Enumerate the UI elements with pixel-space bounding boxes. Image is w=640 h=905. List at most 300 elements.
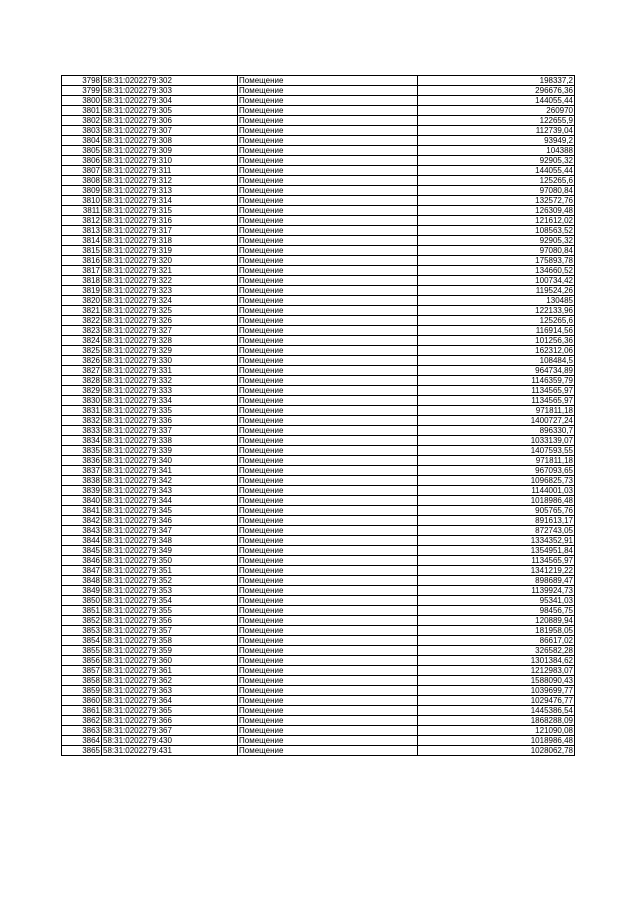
row-number: 3840	[62, 496, 102, 506]
row-number: 3804	[62, 136, 102, 146]
cadastral-value: 1033139,07	[418, 436, 575, 446]
cadastral-number: 58:31:0202279:306	[102, 116, 238, 126]
cadastral-number: 58:31:0202279:365	[102, 706, 238, 716]
cadastral-number: 58:31:0202279:326	[102, 316, 238, 326]
row-number: 3812	[62, 216, 102, 226]
object-type: Помещение	[238, 366, 418, 376]
cadastral-number: 58:31:0202279:360	[102, 656, 238, 666]
table-row	[62, 446, 575, 456]
cadastral-value: 1868288,09	[418, 716, 575, 726]
object-type: Помещение	[238, 536, 418, 546]
row-number: 3831	[62, 406, 102, 416]
object-type: Помещение	[238, 386, 418, 396]
cadastral-value: 1146359,79	[418, 376, 575, 386]
row-number: 3826	[62, 356, 102, 366]
cadastral-number: 58:31:0202279:305	[102, 106, 238, 116]
table-row	[62, 76, 575, 86]
table-row	[62, 286, 575, 296]
table-row	[62, 246, 575, 256]
cadastral-number: 58:31:0202279:363	[102, 686, 238, 696]
row-number: 3828	[62, 376, 102, 386]
cadastral-value: 132572,76	[418, 196, 575, 206]
cadastral-number: 58:31:0202279:309	[102, 146, 238, 156]
cadastral-value: 100734,42	[418, 276, 575, 286]
cadastral-number: 58:31:0202279:349	[102, 546, 238, 556]
object-type: Помещение	[238, 146, 418, 156]
row-number: 3816	[62, 256, 102, 266]
row-number: 3805	[62, 146, 102, 156]
row-number: 3864	[62, 736, 102, 746]
cadastral-number: 58:31:0202279:313	[102, 186, 238, 196]
cadastral-value: 1407593,55	[418, 446, 575, 456]
cadastral-number: 58:31:0202279:339	[102, 446, 238, 456]
row-number: 3842	[62, 516, 102, 526]
table-row	[62, 746, 575, 756]
cadastral-number: 58:31:0202279:361	[102, 666, 238, 676]
cadastral-number: 58:31:0202279:327	[102, 326, 238, 336]
cadastral-value: 108563,52	[418, 226, 575, 236]
table-row	[62, 296, 575, 306]
cadastral-value: 971811,18	[418, 456, 575, 466]
row-number: 3823	[62, 326, 102, 336]
table-row	[62, 656, 575, 666]
row-number: 3817	[62, 266, 102, 276]
object-type: Помещение	[238, 246, 418, 256]
object-type: Помещение	[238, 286, 418, 296]
object-type: Помещение	[238, 356, 418, 366]
table-row	[62, 686, 575, 696]
object-type: Помещение	[238, 666, 418, 676]
table-row	[62, 486, 575, 496]
object-type: Помещение	[238, 476, 418, 486]
object-type: Помещение	[238, 176, 418, 186]
cadastral-number: 58:31:0202279:342	[102, 476, 238, 486]
row-number: 3850	[62, 596, 102, 606]
cadastral-number: 58:31:0202279:322	[102, 276, 238, 286]
object-type: Помещение	[238, 626, 418, 636]
table-row	[62, 626, 575, 636]
row-number: 3855	[62, 646, 102, 656]
cadastral-value: 1588090,43	[418, 676, 575, 686]
table-row	[62, 136, 575, 146]
row-number: 3856	[62, 656, 102, 666]
cadastral-value: 97080,84	[418, 186, 575, 196]
table-row	[62, 156, 575, 166]
cadastral-number: 58:31:0202279:324	[102, 296, 238, 306]
table-row	[62, 306, 575, 316]
cadastral-number: 58:31:0202279:328	[102, 336, 238, 346]
table-row	[62, 226, 575, 236]
row-number: 3833	[62, 426, 102, 436]
object-type: Помещение	[238, 96, 418, 106]
cadastral-value: 326582,28	[418, 646, 575, 656]
object-type: Помещение	[238, 486, 418, 496]
table-row	[62, 116, 575, 126]
row-number: 3857	[62, 666, 102, 676]
table-row	[62, 376, 575, 386]
object-type: Помещение	[238, 406, 418, 416]
cadastral-number: 58:31:0202279:341	[102, 466, 238, 476]
cadastral-value: 97080,84	[418, 246, 575, 256]
object-type: Помещение	[238, 506, 418, 516]
table-row	[62, 666, 575, 676]
row-number: 3837	[62, 466, 102, 476]
row-number: 3808	[62, 176, 102, 186]
cadastral-number: 58:31:0202279:345	[102, 506, 238, 516]
cadastral-number: 58:31:0202279:357	[102, 626, 238, 636]
cadastral-value: 971811,18	[418, 406, 575, 416]
object-type: Помещение	[238, 566, 418, 576]
object-type: Помещение	[238, 236, 418, 246]
cadastral-value: 120889,94	[418, 616, 575, 626]
cadastral-number: 58:31:0202279:355	[102, 606, 238, 616]
table-row	[62, 546, 575, 556]
row-number: 3848	[62, 576, 102, 586]
cadastral-value: 872743,05	[418, 526, 575, 536]
object-type: Помещение	[238, 216, 418, 226]
cadastral-value: 119524,26	[418, 286, 575, 296]
cadastral-number: 58:31:0202279:335	[102, 406, 238, 416]
table-row	[62, 476, 575, 486]
row-number: 3820	[62, 296, 102, 306]
object-type: Помещение	[238, 426, 418, 436]
cadastral-number: 58:31:0202279:307	[102, 126, 238, 136]
cadastral-number: 58:31:0202279:344	[102, 496, 238, 506]
table-row	[62, 506, 575, 516]
cadastral-number: 58:31:0202279:337	[102, 426, 238, 436]
cadastral-value: 891613,17	[418, 516, 575, 526]
table-row	[62, 326, 575, 336]
cadastral-number: 58:31:0202279:359	[102, 646, 238, 656]
object-type: Помещение	[238, 516, 418, 526]
table-row	[62, 126, 575, 136]
cadastral-number: 58:31:0202279:302	[102, 76, 238, 86]
cadastral-number: 58:31:0202279:315	[102, 206, 238, 216]
row-number: 3862	[62, 716, 102, 726]
cadastral-value: 93949,2	[418, 136, 575, 146]
cadastral-number: 58:31:0202279:340	[102, 456, 238, 466]
cadastral-value: 1301384,62	[418, 656, 575, 666]
table-row	[62, 266, 575, 276]
table-row	[62, 616, 575, 626]
object-type: Помещение	[238, 326, 418, 336]
row-number: 3811	[62, 206, 102, 216]
object-type: Помещение	[238, 306, 418, 316]
cadastral-value: 1134565,97	[418, 386, 575, 396]
row-number: 3863	[62, 726, 102, 736]
cadastral-number: 58:31:0202279:362	[102, 676, 238, 686]
table-row	[62, 356, 575, 366]
cadastral-number: 58:31:0202279:303	[102, 86, 238, 96]
table-row	[62, 386, 575, 396]
object-type: Помещение	[238, 656, 418, 666]
cadastral-value: 1354951,84	[418, 546, 575, 556]
cadastral-number: 58:31:0202279:318	[102, 236, 238, 246]
object-type: Помещение	[238, 556, 418, 566]
object-type: Помещение	[238, 256, 418, 266]
object-type: Помещение	[238, 156, 418, 166]
object-type: Помещение	[238, 726, 418, 736]
object-type: Помещение	[238, 296, 418, 306]
cadastral-value: 92905,32	[418, 236, 575, 246]
cadastral-value: 92905,32	[418, 156, 575, 166]
row-number: 3844	[62, 536, 102, 546]
cadastral-number: 58:31:0202279:333	[102, 386, 238, 396]
object-type: Помещение	[238, 106, 418, 116]
object-type: Помещение	[238, 716, 418, 726]
cadastral-number: 58:31:0202279:343	[102, 486, 238, 496]
row-number: 3809	[62, 186, 102, 196]
cadastral-value: 125265,6	[418, 176, 575, 186]
cadastral-value: 121612,02	[418, 216, 575, 226]
object-type: Помещение	[238, 336, 418, 346]
table-row	[62, 416, 575, 426]
cadastral-value: 121090,08	[418, 726, 575, 736]
row-number: 3851	[62, 606, 102, 616]
table-row	[62, 236, 575, 246]
cadastral-value: 198337,2	[418, 76, 575, 86]
row-number: 3814	[62, 236, 102, 246]
object-type: Помещение	[238, 436, 418, 446]
object-type: Помещение	[238, 636, 418, 646]
row-number: 3853	[62, 626, 102, 636]
object-type: Помещение	[238, 376, 418, 386]
row-number: 3845	[62, 546, 102, 556]
cadastral-number: 58:31:0202279:311	[102, 166, 238, 176]
cadastral-number: 58:31:0202279:367	[102, 726, 238, 736]
cadastral-number: 58:31:0202279:334	[102, 396, 238, 406]
cadastral-number: 58:31:0202279:348	[102, 536, 238, 546]
table-row	[62, 676, 575, 686]
row-number: 3865	[62, 746, 102, 756]
cadastral-value: 181958,05	[418, 626, 575, 636]
table-row	[62, 606, 575, 616]
table-row	[62, 716, 575, 726]
cadastral-value: 175893,78	[418, 256, 575, 266]
cadastral-number: 58:31:0202279:325	[102, 306, 238, 316]
object-type: Помещение	[238, 586, 418, 596]
object-type: Помещение	[238, 206, 418, 216]
object-type: Помещение	[238, 86, 418, 96]
cadastral-value: 964734,89	[418, 366, 575, 376]
cadastral-value: 95341,03	[418, 596, 575, 606]
table-row	[62, 696, 575, 706]
cadastral-number: 58:31:0202279:431	[102, 746, 238, 756]
cadastral-value: 134660,52	[418, 266, 575, 276]
table-row	[62, 526, 575, 536]
cadastral-value-table	[61, 75, 575, 756]
table-row	[62, 466, 575, 476]
table-row	[62, 536, 575, 546]
row-number: 3829	[62, 386, 102, 396]
cadastral-value: 130485	[418, 296, 575, 306]
row-number: 3847	[62, 566, 102, 576]
object-type: Помещение	[238, 746, 418, 756]
row-number: 3807	[62, 166, 102, 176]
table-row	[62, 586, 575, 596]
table-row	[62, 646, 575, 656]
row-number: 3839	[62, 486, 102, 496]
cadastral-number: 58:31:0202279:316	[102, 216, 238, 226]
cadastral-value: 144055,44	[418, 166, 575, 176]
cadastral-number: 58:31:0202279:312	[102, 176, 238, 186]
cadastral-value: 116914,56	[418, 326, 575, 336]
cadastral-number: 58:31:0202279:320	[102, 256, 238, 266]
table-row	[62, 496, 575, 506]
cadastral-number: 58:31:0202279:430	[102, 736, 238, 746]
cadastral-value: 125265,6	[418, 316, 575, 326]
object-type: Помещение	[238, 346, 418, 356]
table-row	[62, 726, 575, 736]
object-type: Помещение	[238, 416, 418, 426]
row-number: 3800	[62, 96, 102, 106]
cadastral-value: 1334352,91	[418, 536, 575, 546]
table-row	[62, 556, 575, 566]
cadastral-number: 58:31:0202279:332	[102, 376, 238, 386]
cadastral-number: 58:31:0202279:354	[102, 596, 238, 606]
cadastral-number: 58:31:0202279:323	[102, 286, 238, 296]
table-row	[62, 346, 575, 356]
table-row	[62, 706, 575, 716]
object-type: Помещение	[238, 396, 418, 406]
cadastral-value: 1445386,54	[418, 706, 575, 716]
table-row	[62, 736, 575, 746]
row-number: 3834	[62, 436, 102, 446]
row-number: 3858	[62, 676, 102, 686]
table-row	[62, 176, 575, 186]
row-number: 3841	[62, 506, 102, 516]
object-type: Помещение	[238, 706, 418, 716]
cadastral-number: 58:31:0202279:308	[102, 136, 238, 146]
object-type: Помещение	[238, 456, 418, 466]
row-number: 3836	[62, 456, 102, 466]
cadastral-number: 58:31:0202279:358	[102, 636, 238, 646]
object-type: Помещение	[238, 466, 418, 476]
object-type: Помещение	[238, 526, 418, 536]
object-type: Помещение	[238, 736, 418, 746]
cadastral-value: 967093,65	[418, 466, 575, 476]
table-row	[62, 146, 575, 156]
row-number: 3799	[62, 86, 102, 96]
object-type: Помещение	[238, 446, 418, 456]
cadastral-value: 1400727,24	[418, 416, 575, 426]
cadastral-number: 58:31:0202279:351	[102, 566, 238, 576]
row-number: 3806	[62, 156, 102, 166]
table-row	[62, 216, 575, 226]
cadastral-number: 58:31:0202279:364	[102, 696, 238, 706]
cadastral-value: 1018986,48	[418, 496, 575, 506]
cadastral-value: 905765,76	[418, 506, 575, 516]
row-number: 3852	[62, 616, 102, 626]
cadastral-value: 1341219,22	[418, 566, 575, 576]
object-type: Помещение	[238, 166, 418, 176]
row-number: 3838	[62, 476, 102, 486]
table-row	[62, 256, 575, 266]
table-row	[62, 336, 575, 346]
cadastral-value: 1039699,77	[418, 686, 575, 696]
row-number: 3846	[62, 556, 102, 566]
cadastral-number: 58:31:0202279:346	[102, 516, 238, 526]
cadastral-number: 58:31:0202279:310	[102, 156, 238, 166]
row-number: 3843	[62, 526, 102, 536]
table-row	[62, 366, 575, 376]
cadastral-number: 58:31:0202279:336	[102, 416, 238, 426]
cadastral-value: 108484,5	[418, 356, 575, 366]
cadastral-value: 1018986,48	[418, 736, 575, 746]
cadastral-value: 122133,96	[418, 306, 575, 316]
cadastral-value: 1212983,07	[418, 666, 575, 676]
table-row	[62, 406, 575, 416]
object-type: Помещение	[238, 496, 418, 506]
row-number: 3827	[62, 366, 102, 376]
cadastral-value: 898689,47	[418, 576, 575, 586]
table-row	[62, 436, 575, 446]
cadastral-value: 126309,48	[418, 206, 575, 216]
cadastral-value: 112739,04	[418, 126, 575, 136]
row-number: 3798	[62, 76, 102, 86]
cadastral-number: 58:31:0202279:304	[102, 96, 238, 106]
cadastral-value: 122655,9	[418, 116, 575, 126]
cadastral-value: 1139924,73	[418, 586, 575, 596]
table-row	[62, 566, 575, 576]
table-row	[62, 396, 575, 406]
cadastral-value: 101256,36	[418, 336, 575, 346]
object-type: Помещение	[238, 596, 418, 606]
table-body	[62, 76, 575, 756]
cadastral-value: 1134565,97	[418, 556, 575, 566]
row-number: 3801	[62, 106, 102, 116]
cadastral-number: 58:31:0202279:317	[102, 226, 238, 236]
table-row	[62, 196, 575, 206]
row-number: 3821	[62, 306, 102, 316]
table-row	[62, 86, 575, 96]
object-type: Помещение	[238, 696, 418, 706]
row-number: 3849	[62, 586, 102, 596]
object-type: Помещение	[238, 126, 418, 136]
object-type: Помещение	[238, 546, 418, 556]
cadastral-value: 260970	[418, 106, 575, 116]
row-number: 3860	[62, 696, 102, 706]
table-row	[62, 316, 575, 326]
row-number: 3802	[62, 116, 102, 126]
object-type: Помещение	[238, 116, 418, 126]
object-type: Помещение	[238, 576, 418, 586]
table-row	[62, 426, 575, 436]
object-type: Помещение	[238, 616, 418, 626]
table-row	[62, 636, 575, 646]
object-type: Помещение	[238, 686, 418, 696]
table-row	[62, 516, 575, 526]
cadastral-value: 98456,75	[418, 606, 575, 616]
cadastral-number: 58:31:0202279:329	[102, 346, 238, 356]
object-type: Помещение	[238, 136, 418, 146]
cadastral-value: 86617,02	[418, 636, 575, 646]
cadastral-number: 58:31:0202279:356	[102, 616, 238, 626]
object-type: Помещение	[238, 226, 418, 236]
row-number: 3830	[62, 396, 102, 406]
table-row	[62, 456, 575, 466]
row-number: 3803	[62, 126, 102, 136]
cadastral-value: 1144001,03	[418, 486, 575, 496]
object-type: Помещение	[238, 606, 418, 616]
table-row	[62, 166, 575, 176]
table-row	[62, 186, 575, 196]
row-number: 3859	[62, 686, 102, 696]
object-type: Помещение	[238, 676, 418, 686]
cadastral-number: 58:31:0202279:338	[102, 436, 238, 446]
table-row	[62, 96, 575, 106]
cadastral-value: 1096825,73	[418, 476, 575, 486]
